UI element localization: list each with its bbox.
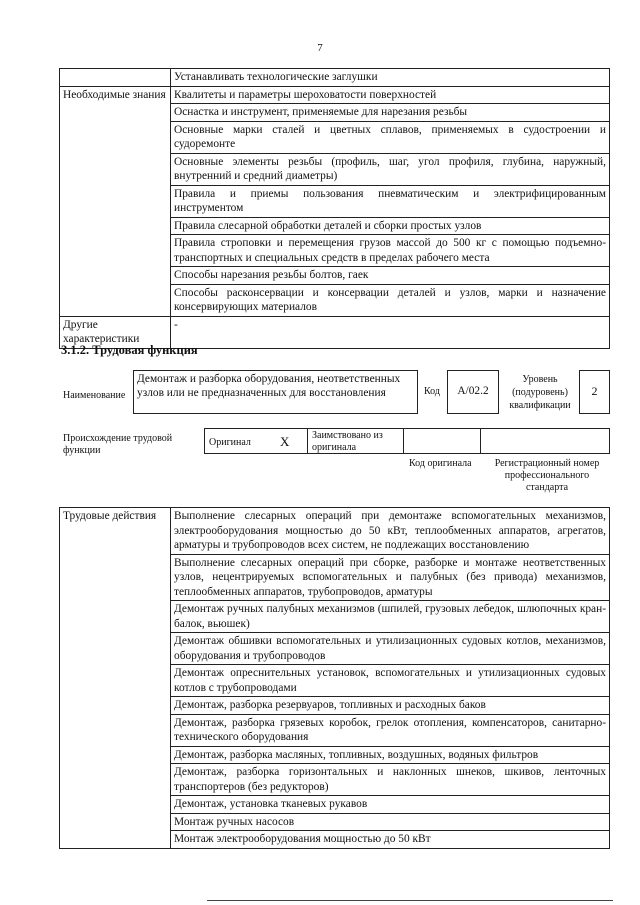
origin-label: Происхождение трудовой функции [63,433,173,456]
knowledge-item: Правила слесарной обработки деталей и сборки простых узлов [171,217,610,235]
action-item: Демонтаж, разборка резервуаров, топливных и расходных баков [171,697,610,715]
origin-divider [480,428,481,454]
origin-row [204,428,610,454]
continuation-line [207,900,613,901]
knowledge-item: Правила и приемы пользования пневматическим и электрифицированным инструментом [171,185,610,217]
action-item: Монтаж ручных насосов [171,813,610,831]
knowledge-item: Основные элементы резьбы (профиль, шаг, угол профиля, глубина, наружный, внутренний и средний диаметры) [171,153,610,185]
knowledge-item: Оснастка и инструмент, применяемые для нарезания резьбы [171,104,610,122]
knowledge-item: Способы нарезания резьбы болтов, гаек [171,267,610,285]
action-item: Демонтаж опреснительных установок, вспомогательных и утилизационных судовых котлов с трубопроводами [171,665,610,697]
action-item: Демонтаж ручных палубных механизмов (шпилей, грузовых лебедок, шлюпочных кран-балок, вьюшек) [171,601,610,633]
table-row [60,86,610,104]
code-label: Код [424,386,440,397]
borrowed-label: Заимствовано из оригинала [312,430,383,453]
knowledge-item: Квалитеты и параметры шероховатости поверхностей [171,86,610,104]
origin-divider [403,428,404,454]
name-label: Наименование [63,390,126,401]
action-item: Монтаж электрооборудования мощностью до 50 кВт [171,831,610,849]
original-mark: X [280,434,290,449]
action-item: Демонтаж, разборка грязевых коробок, грелок отопления, компенсаторов, санитарно-технического оборудования [171,714,610,746]
knowledge-item: Правила строповки и перемещения грузов массой до 500 кг с помощью подъемно-транспортных и специальных средств в пределах рабочего места [171,235,610,267]
function-name: Демонтаж и разборка оборудования, неответственных узлов или не предназначенных для восстановления [133,370,418,414]
action-item: Демонтаж, разборка масляных, топливных, воздушных, водяных фильтров [171,746,610,764]
knowledge-table [59,68,610,349]
action-item: Демонтаж, установка тканевых рукавов [171,796,610,814]
section-title: 3.1.2. Трудовая функция [61,343,198,357]
actions-table [59,507,610,849]
page-number: 7 [317,42,323,54]
qualification-level-label: Уровень (подуровень) квалификации [509,374,571,411]
other-characteristics-label: Другие характеристики [60,316,171,348]
origin-divider [307,428,308,454]
knowledge-item: Основные марки сталей и цветных сплавов, применяемых в судостроении и судоремонте [171,121,610,153]
action-item: Демонтаж обшивки вспомогательных и утилизационных судовых котлов, механизмов, оборудования и трубопроводов [171,633,610,665]
knowledge-label: Необходимые знания [60,86,171,316]
action-item: Выполнение слесарных операций при сборке, разборке и монтаже неответственных узлов, нецентрируемых вспомогательных и палубных (без привода) механизмов, теплообменных аппаратов, трубопроводов, арматуры [171,554,610,601]
table-row [60,508,610,555]
table-row [60,69,610,87]
code-original-caption: Код оригинала [409,458,472,469]
other-characteristics-value: - [171,316,610,348]
reg-number-caption: Регистрационный номер профессионального стандарта [494,458,600,493]
qualification-level-value: 2 [579,370,610,414]
original-label: Оригинал [209,437,251,448]
function-code: А/02.2 [447,370,499,414]
knowledge-item: Способы расконсервации и консервации деталей и узлов, марки и назначение консервирующих материалов [171,284,610,316]
action-item: Выполнение слесарных операций при демонтаже вспомогательных механизмов, электрооборудования мощностью до 50 кВт, теплообменных аппаратов, агрегатов, арматуры и трубопроводов всех систем, не подлежащих восстановлению [171,508,610,555]
knowledge-first-row: Устанавливать технологические заглушки [171,69,610,87]
actions-label: Трудовые действия [60,508,171,849]
action-item: Демонтаж, разборка горизонтальных и наклонных шнеков, шкивов, ленточных транспортеров (без редукторов) [171,764,610,796]
